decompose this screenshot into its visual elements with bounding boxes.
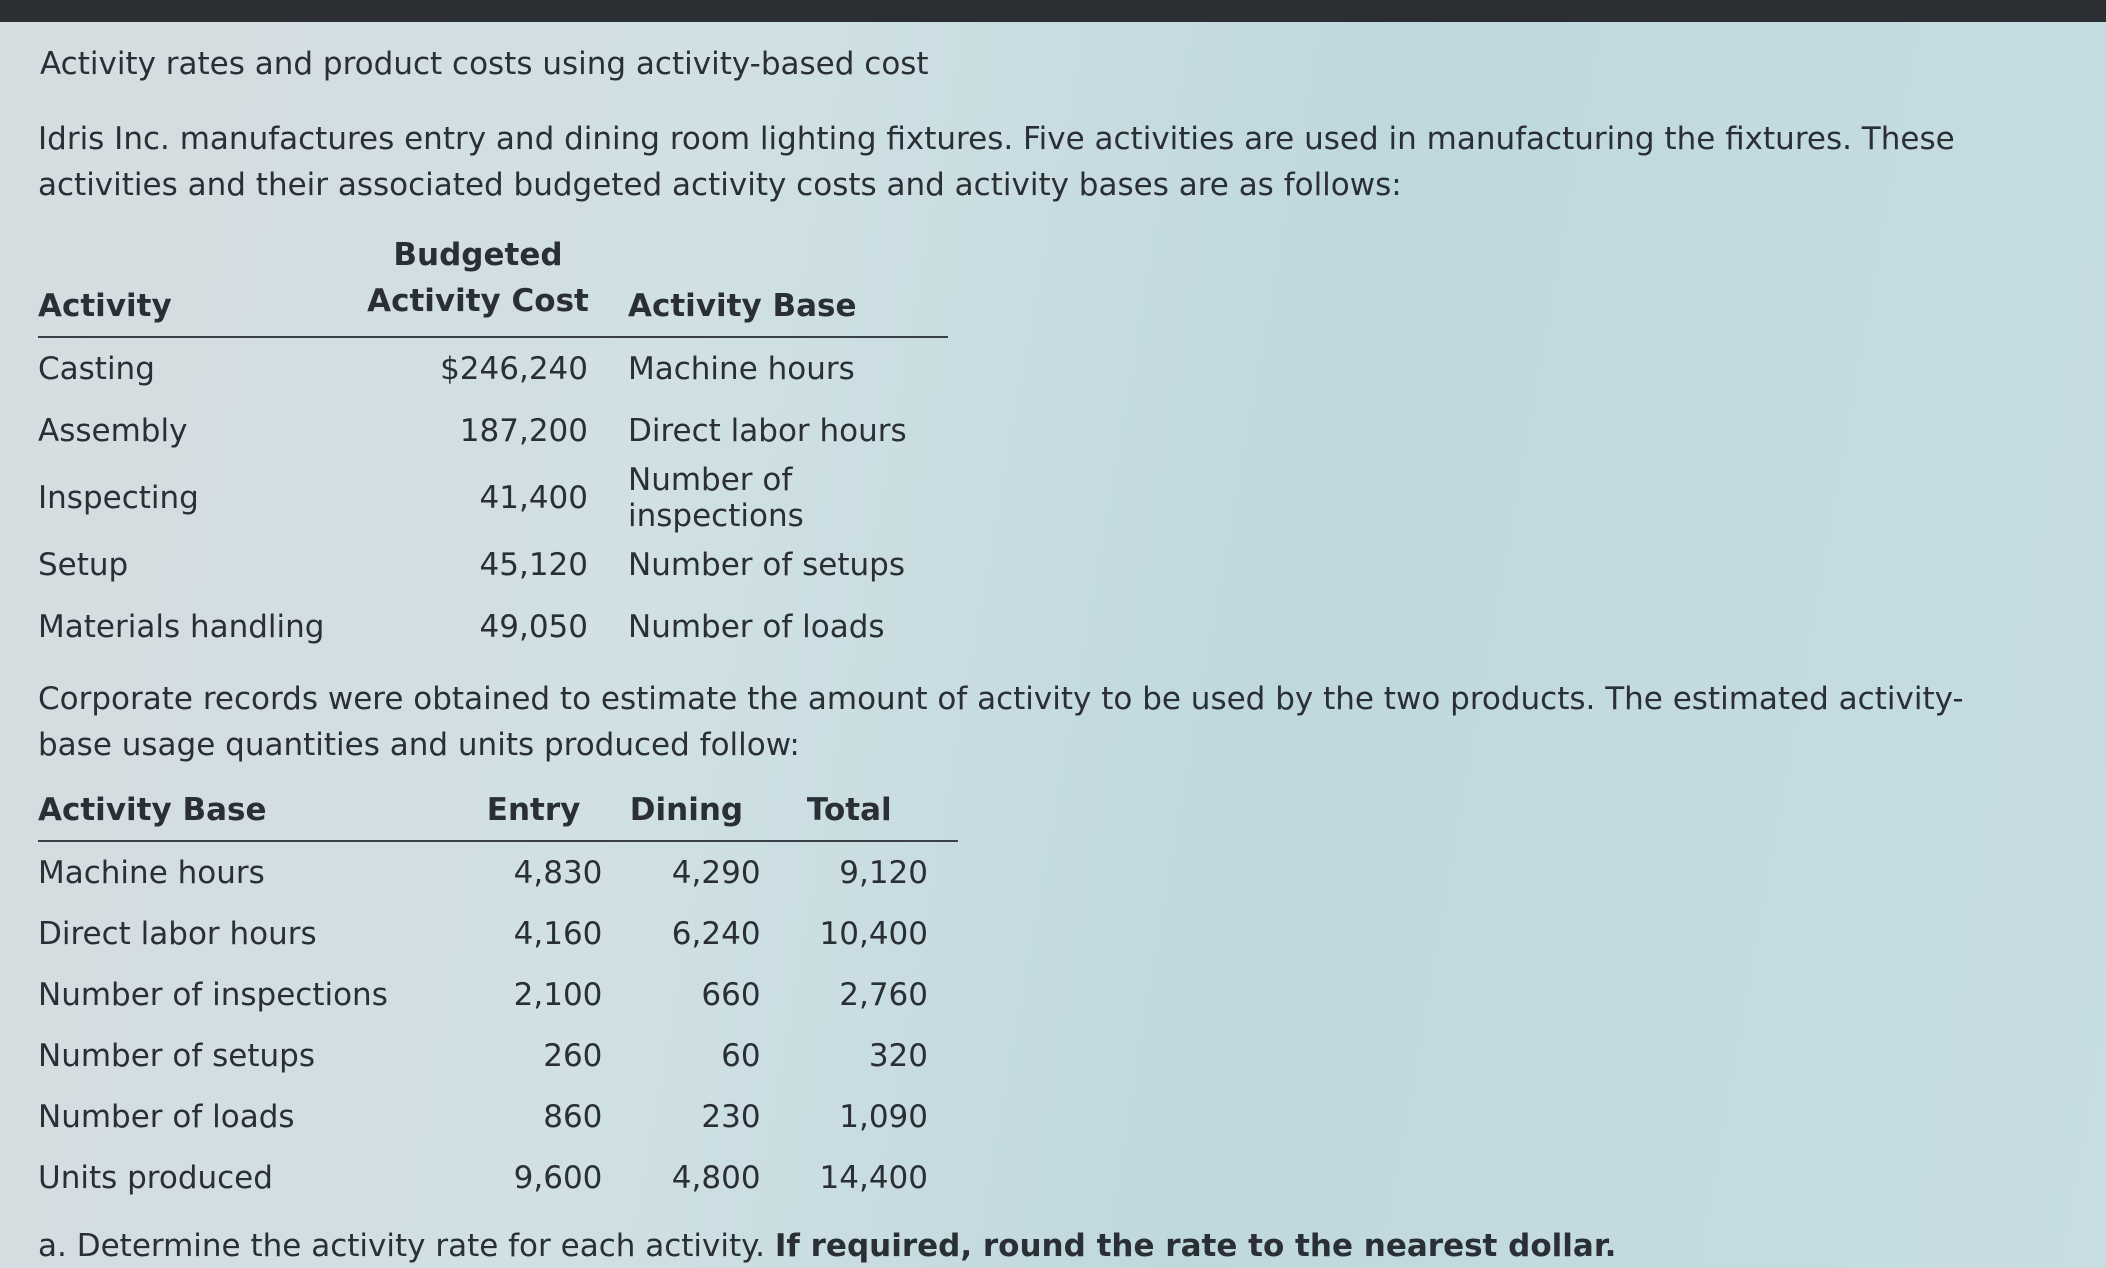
entry-value: 2,100 — [513, 976, 603, 1013]
total-value: 2,760 — [839, 976, 928, 1013]
total-value: 1,090 — [839, 1098, 928, 1135]
question-text: Determine the activity rate for each activity. — [76, 1228, 765, 1264]
total-value: 320 — [868, 1037, 928, 1074]
table-row — [38, 1025, 958, 1086]
budgeted-cost: 41,400 — [479, 480, 588, 516]
entry-value: 4,830 — [513, 854, 603, 891]
budgeted-cost: 49,050 — [479, 609, 588, 645]
header-entry: Entry — [465, 792, 613, 841]
activity-base: Direct labor hours — [628, 413, 907, 449]
activity-base: Number of loads — [38, 1098, 295, 1135]
intro-paragraph: Idris Inc. manufactures entry and dining room lighting fixtures. Five activities are used in manufacturing the fixtures. These activities and their associated budgeted activity costs and activity bases are as follows: — [38, 121, 1955, 203]
activity-base: Number of setups — [38, 1037, 315, 1074]
activity-base: Units produced — [38, 1159, 273, 1196]
table-row — [38, 462, 948, 534]
activity-base: Number of setups — [628, 547, 905, 583]
entry-value: 860 — [543, 1098, 603, 1135]
question-prefix: a. — [38, 1228, 67, 1264]
activity-name: Materials handling — [38, 609, 325, 645]
activity-base: Number of inspections — [628, 462, 804, 534]
header-budgeted-activity-cost — [348, 232, 628, 337]
activity-base: Machine hours — [628, 351, 855, 387]
entry-value: 260 — [543, 1037, 603, 1074]
budgeted-cost: 187,200 — [459, 413, 588, 449]
activity-base: Direct labor hours — [38, 915, 317, 952]
problem-title: Activity rates and product costs using activity-based cost — [40, 46, 929, 82]
header-activity: Activity — [38, 232, 348, 337]
table-row — [38, 964, 958, 1025]
activity-cost-table-header — [38, 232, 948, 337]
table-row — [38, 400, 948, 462]
dining-value: 4,290 — [671, 854, 761, 891]
dining-value: 4,800 — [671, 1159, 761, 1196]
header-activity-base: Activity Base — [38, 792, 465, 841]
problem-content — [38, 46, 2038, 1264]
question-a — [38, 1228, 2038, 1264]
activity-name: Assembly — [38, 413, 188, 449]
entry-value: 9,600 — [513, 1159, 603, 1196]
activity-cost-table — [38, 232, 948, 658]
table-row — [38, 1147, 958, 1208]
table-row — [38, 1086, 958, 1147]
activity-usage-table-header — [38, 792, 958, 841]
activity-usage-table — [38, 792, 958, 1208]
entry-value: 4,160 — [513, 915, 603, 952]
dining-value: 60 — [721, 1037, 761, 1074]
budgeted-cost: $246,240 — [440, 351, 588, 387]
activity-base: Number of inspections — [38, 976, 388, 1013]
budgeted-cost: 45,120 — [479, 547, 588, 583]
activity-name: Inspecting — [38, 480, 199, 516]
header-total: Total — [771, 792, 958, 841]
activity-name: Casting — [38, 351, 155, 387]
header-cost-line2: Activity Cost — [367, 283, 589, 319]
table-row — [38, 337, 948, 400]
activity-name: Setup — [38, 547, 129, 583]
header-activity-base: Activity Base — [628, 232, 948, 337]
header-dining: Dining — [612, 792, 770, 841]
total-value: 14,400 — [819, 1159, 928, 1196]
table-row — [38, 534, 948, 596]
table-row — [38, 841, 958, 903]
screen — [0, 22, 2106, 1268]
question-rounding-instruction: If required, round the rate to the nearest dollar. — [774, 1228, 1617, 1264]
table-row — [38, 596, 948, 658]
header-cost-line1: Budgeted — [393, 237, 563, 273]
dining-value: 660 — [701, 976, 761, 1013]
dining-value: 230 — [701, 1098, 761, 1135]
activity-base: Number of loads — [628, 609, 885, 645]
activity-base: Machine hours — [38, 854, 265, 891]
dining-value: 6,240 — [671, 915, 761, 952]
middle-paragraph: Corporate records were obtained to estimate the amount of activity to be used by the two products. The estimated activity-base usage quantities and units produced follow: — [38, 681, 1964, 763]
total-value: 9,120 — [839, 854, 928, 891]
total-value: 10,400 — [819, 915, 928, 952]
table-row — [38, 903, 958, 964]
